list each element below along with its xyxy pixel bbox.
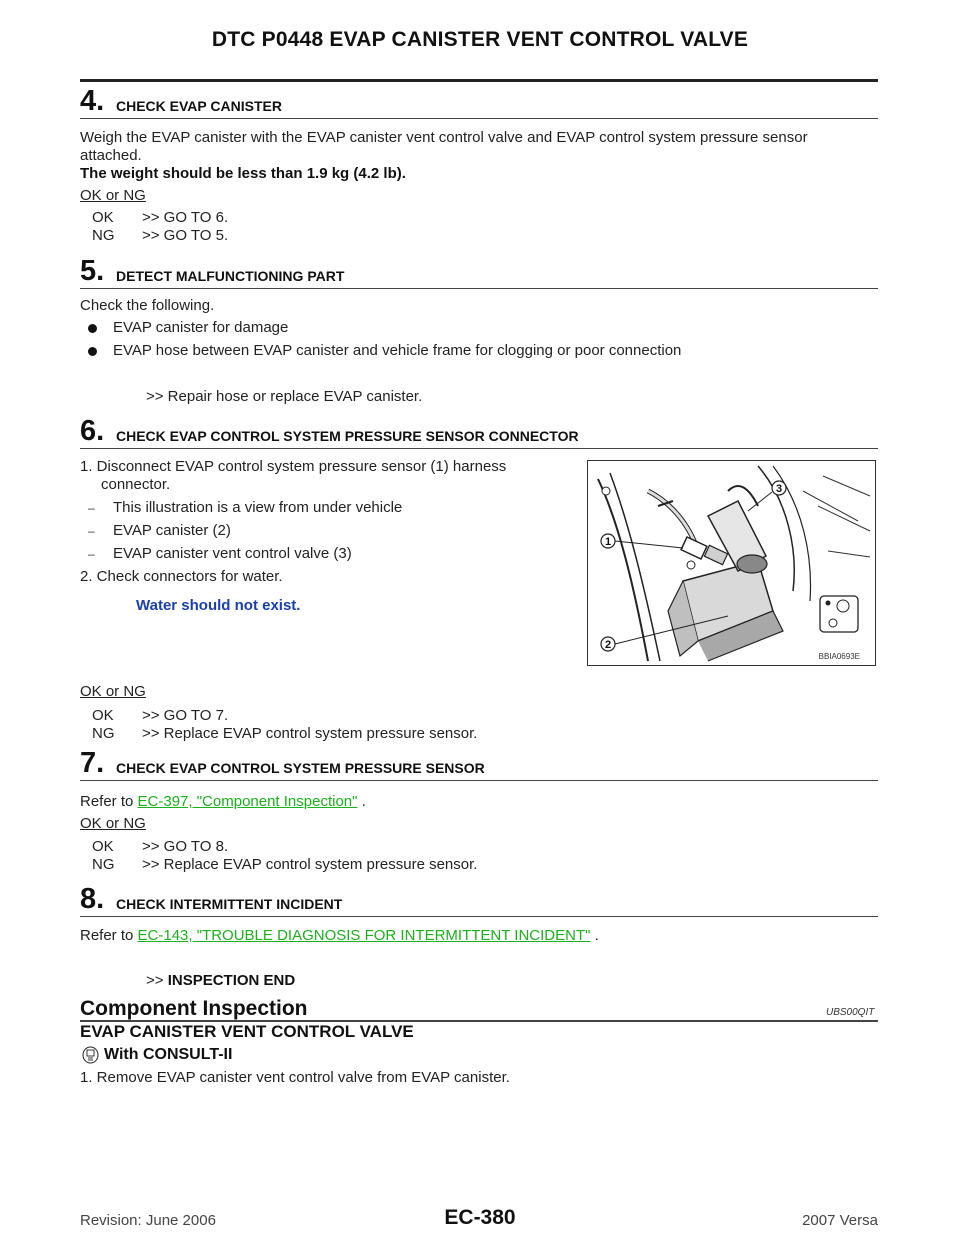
step-4-title: CHECK EVAP CANISTER — [116, 98, 282, 114]
step-7-result-ok-label: OK — [92, 838, 114, 855]
component-inspection-title: Component Inspection — [80, 997, 308, 1020]
step-4-okng: OK or NG — [80, 187, 146, 204]
consult-icon — [82, 1046, 99, 1064]
dash-marker: – — [88, 524, 95, 538]
step-7-title: CHECK EVAP CONTROL SYSTEM PRESSURE SENSOR — [116, 760, 485, 776]
step-6-number: 6. — [80, 415, 105, 447]
step-6-subitem-3: EVAP canister vent control valve (3) — [113, 545, 352, 562]
step-6-item-2: 2. Check connectors for water. — [80, 568, 283, 585]
figure-callout-3: 3 — [775, 483, 783, 495]
step-8-end — [146, 972, 295, 989]
step-8-refer-prefix: Refer to — [80, 927, 134, 944]
step-8-heading — [80, 883, 878, 917]
footer-revision: Revision: June 2006 — [80, 1212, 216, 1229]
step-4-result-ng-action: >> GO TO 5. — [142, 227, 229, 244]
step-5-bullet-2: EVAP hose between EVAP canister and vehicle frame for clogging or poor connection — [113, 342, 682, 359]
step-7-refer — [80, 793, 366, 811]
step-4-result-ok-label: OK — [92, 209, 114, 226]
step-6-result-ok-action: >> GO TO 7. — [142, 707, 229, 724]
link-ec-143[interactable]: EC-143, "TROUBLE DIAGNOSIS FOR INTERMITTENT INCIDENT" — [137, 927, 591, 944]
step-6-title: CHECK EVAP CONTROL SYSTEM PRESSURE SENSOR CONNECTOR — [116, 428, 579, 444]
header-rule — [80, 79, 878, 82]
step-8-end-text: INSPECTION END — [167, 972, 296, 989]
step-8-end-prefix: >> — [146, 972, 164, 989]
step-7-heading — [80, 747, 878, 781]
bullet-icon — [88, 347, 97, 356]
step-6-result-ng-action: >> Replace EVAP control system pressure sensor. — [142, 725, 478, 742]
step-4-text-line1: Weigh the EVAP canister with the EVAP canister vent control valve and EVAP control system pressure sensor — [80, 129, 808, 146]
dash-marker: – — [88, 547, 95, 561]
step-6-item-1-line2: connector. — [101, 476, 171, 493]
step-6-subitem-2: EVAP canister (2) — [113, 522, 231, 539]
link-ec-397[interactable]: EC-397, "Component Inspection" — [137, 793, 358, 810]
step-4-heading — [80, 85, 878, 119]
step-4-spec: The weight should be less than 1.9 kg (4.2 lb). — [80, 165, 406, 182]
dash-marker: – — [88, 501, 95, 515]
step-4-text-line2: attached. — [80, 147, 142, 164]
step-7-refer-suffix: . — [361, 793, 366, 810]
component-step-1: 1. Remove EVAP canister vent control valve from EVAP canister. — [80, 1069, 510, 1086]
step-7-result-ng-label: NG — [92, 856, 115, 873]
step-7-okng: OK or NG — [80, 815, 146, 832]
step-4-number: 4. — [80, 85, 105, 117]
step-6-spec: Water should not exist. — [136, 597, 301, 614]
figure-callout-1: 1 — [604, 536, 612, 548]
figure-callout-2: 2 — [604, 639, 612, 651]
step-5-heading — [80, 255, 878, 289]
step-7-refer-prefix: Refer to — [80, 793, 134, 810]
step-8-number: 8. — [80, 883, 105, 915]
step-6-result-ng-label: NG — [92, 725, 115, 742]
step-8-refer — [80, 927, 599, 945]
step-6-subitem-1: This illustration is a view from under vehicle — [113, 499, 403, 516]
consult-heading: With CONSULT-II — [104, 1046, 233, 1063]
step-5-bullet-1: EVAP canister for damage — [113, 319, 289, 336]
step-5-number: 5. — [80, 255, 105, 287]
step-6-heading — [80, 415, 878, 449]
step-5-intro: Check the following. — [80, 297, 215, 314]
page-title: DTC P0448 EVAP CANISTER VENT CONTROL VALVE — [211, 28, 749, 51]
step-8-title: CHECK INTERMITTENT INCIDENT — [116, 896, 343, 912]
step-5-action: >> Repair hose or replace EVAP canister. — [146, 388, 423, 405]
bullet-icon — [88, 324, 97, 333]
evap-canister-illustration — [588, 461, 875, 665]
step-4-result-ng-label: NG — [92, 227, 115, 244]
step-7-result-ok-action: >> GO TO 8. — [142, 838, 229, 855]
step-7-result-ng-action: >> Replace EVAP control system pressure sensor. — [142, 856, 478, 873]
step-7-number: 7. — [80, 747, 105, 779]
step-8-refer-suffix: . — [594, 927, 599, 944]
footer-page-number: EC-380 — [444, 1206, 516, 1229]
footer-model: 2007 Versa — [802, 1212, 878, 1229]
component-inspection-code: UBS00QIT — [826, 1007, 875, 1018]
step-6-okng: OK or NG — [80, 683, 146, 700]
step-5-title: DETECT MALFUNCTIONING PART — [116, 268, 345, 284]
step-4-result-ok-action: >> GO TO 6. — [142, 209, 229, 226]
component-subtitle: EVAP CANISTER VENT CONTROL VALVE — [80, 1022, 414, 1041]
figure-code: BBIA0693E — [818, 652, 860, 661]
figure-evap-canister — [587, 460, 876, 666]
step-6-item-1-line1: 1. Disconnect EVAP control system pressure sensor (1) harness — [80, 458, 507, 475]
step-6-result-ok-label: OK — [92, 707, 114, 724]
